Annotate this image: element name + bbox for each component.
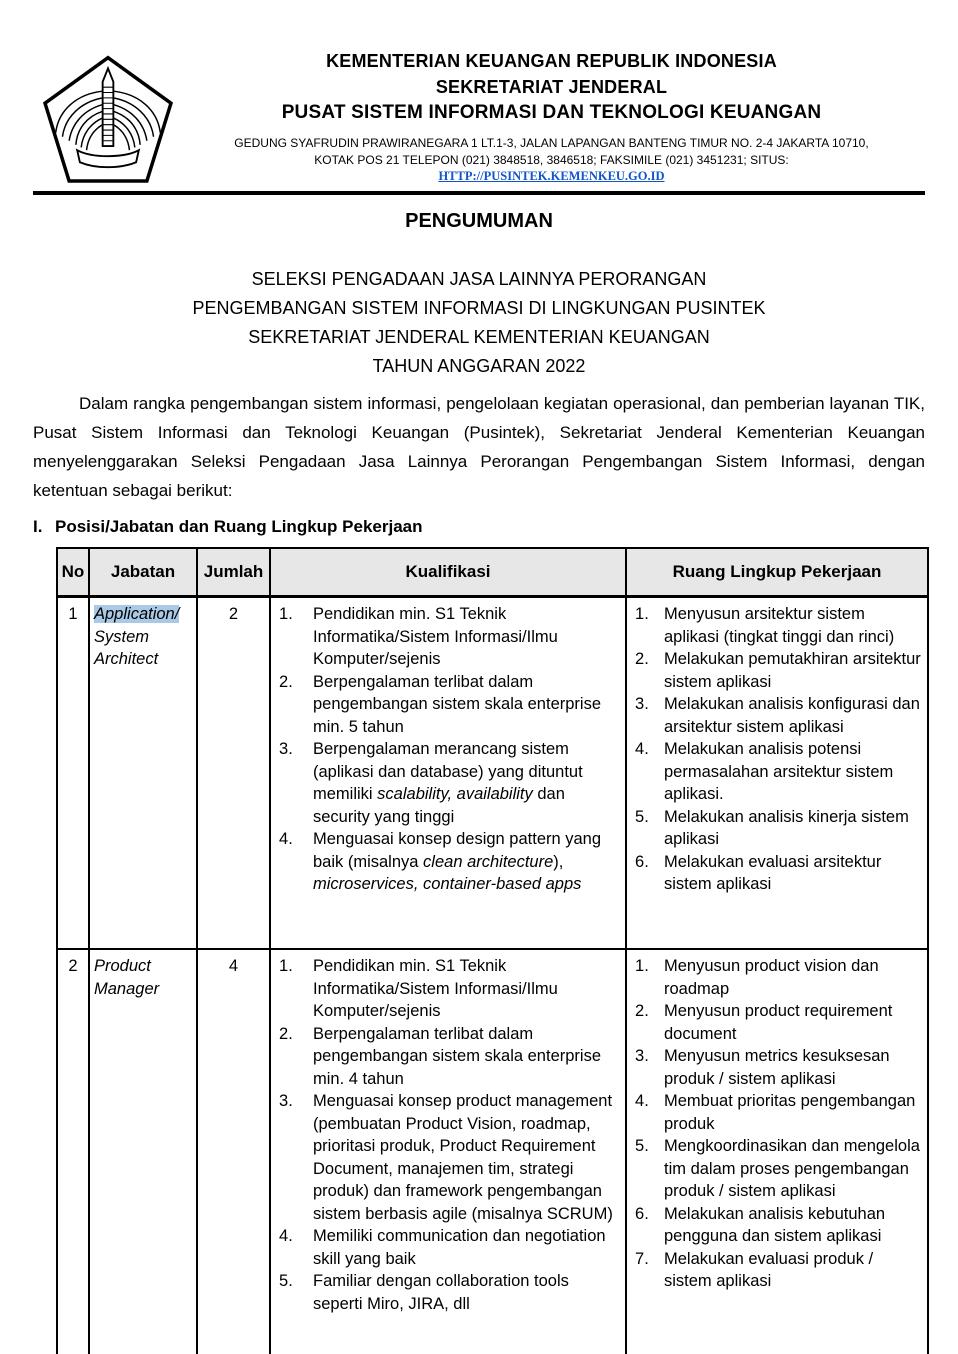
cell-kualifikasi xyxy=(270,949,626,1354)
title-line: TAHUN ANGGARAN 2022 xyxy=(372,355,586,376)
header-cell-no: No xyxy=(57,548,89,597)
list-item: Melakukan evaluasi arsitektur sistem aplikasi xyxy=(664,852,882,893)
intro-paragraph: Dalam rangka pengembangan sistem informasi, pengelolaan kegiatan operasional, dan pemberian layanan TIK, Pusat Sistem Informasi dan Teknologi Keuangan (Pusintek), Sekretariat Jenderal Kementerian Keuangan menyelenggarakan Seleksi Pengadaan Jasa Lainnya Perorangan Pengembangan Sistem Informasi, dengan ketentuan sebagai berikut: xyxy=(33,393,925,500)
list-item: Menyusun product vision dan roadmap xyxy=(664,957,879,998)
header-cell-kualifikasi: Kualifikasi xyxy=(270,548,626,597)
list-item: Menyusun arsitektur sistem aplikasi (tingkat tinggi dan rinci) xyxy=(664,605,895,646)
header-cell-jabatan: Jabatan xyxy=(89,548,197,597)
secretariat-name: SEKRETARIAT JENDERAL xyxy=(435,77,668,97)
announcement-title xyxy=(0,265,958,381)
letterhead xyxy=(33,0,925,185)
list-item: Melakukan evaluasi produk / sistem aplikasi xyxy=(664,1249,874,1290)
website-link[interactable]: HTTP://PUSINTEK.KEMENKEU.GO.ID xyxy=(438,169,665,183)
list-item: Pendidikan min. S1 Teknik Informatika/Sistem Informasi/Ilmu Komputer/sejenis xyxy=(313,957,558,1020)
list-item: Melakukan pemutakhiran arsitektur sistem aplikasi xyxy=(664,650,921,691)
kemenkeu-logo-icon xyxy=(41,54,175,190)
highlighted-text: Application/ xyxy=(94,605,180,623)
office-name: PUSAT SISTEM INFORMASI DAN TEKNOLOGI KEUANGAN xyxy=(281,102,822,123)
section-number: I. xyxy=(33,516,43,536)
cell-jabatan: Application/ System Architect xyxy=(89,597,197,950)
cell-ruang-lingkup xyxy=(626,597,928,950)
letterhead-divider xyxy=(33,191,925,195)
table-header-row xyxy=(57,548,928,597)
list-item: Berpengalaman terlibat dalam pengembangan sistem skala enterprise min. 5 tahun xyxy=(313,672,602,736)
website-line xyxy=(178,168,925,185)
address-line-1: GEDUNG SYAFRUDIN PRAWIRANEGARA 1 LT.1-3, JALAN LAPANGAN BANTENG TIMUR NO. 2-4 JAKARTA 10710, xyxy=(234,136,869,150)
ruang-lingkup-list xyxy=(633,603,924,896)
list-item: Menyusun product requirement document xyxy=(664,1002,893,1043)
cell-jabatan: Product Manager xyxy=(89,949,197,1354)
section-heading xyxy=(33,516,925,538)
list-item: Menyusun metrics kesuksesan produk / sistem aplikasi xyxy=(664,1047,890,1088)
kualifikasi-list xyxy=(277,603,621,896)
list-item: Menguasai konsep design pattern yang baik (misalnya clean architecture), microservices, container-based apps xyxy=(313,830,602,893)
cell-jumlah: 2 xyxy=(197,597,270,950)
announcement-heading: PENGUMUMAN xyxy=(405,209,553,232)
cell-jumlah: 4 xyxy=(197,949,270,1354)
list-item: Berpengalaman terlibat dalam pengembangan sistem skala enterprise min. 4 tahun xyxy=(313,1024,602,1088)
cell-ruang-lingkup xyxy=(626,949,928,1354)
cell-kualifikasi xyxy=(270,597,626,950)
list-item: Melakukan analisis potensi permasalahan arsitektur sistem aplikasi. xyxy=(664,740,894,803)
ruang-lingkup-list xyxy=(633,955,924,1293)
list-item: Pendidikan min. S1 Teknik Informatika/Sistem Informasi/Ilmu Komputer/sejenis xyxy=(313,605,558,668)
list-item: Membuat prioritas pengembangan produk xyxy=(664,1092,916,1133)
list-item: Melakukan analisis kinerja sistem aplikasi xyxy=(664,807,909,848)
list-item: Mengkoordinasikan dan mengelola tim dalam proses pengembangan produk / sistem aplikasi xyxy=(664,1137,920,1200)
list-item: Memiliki communication dan negotiation skill yang baik xyxy=(313,1227,606,1268)
list-item: Familiar dengan collaboration tools seperti Miro, JIRA, dll xyxy=(313,1272,569,1313)
list-item: Melakukan analisis kebutuhan pengguna dan sistem aplikasi xyxy=(664,1204,886,1245)
section-title: Posisi/Jabatan dan Ruang Lingkup Pekerjaan xyxy=(55,516,423,536)
office-address xyxy=(178,135,925,185)
letterhead-text xyxy=(178,48,925,185)
header-cell-ruang-lingkup: Ruang Lingkup Pekerjaan xyxy=(626,548,928,597)
list-item: Melakukan analisis konfigurasi dan arsitektur sistem aplikasi xyxy=(664,695,920,736)
list-item: Menguasai konsep product management (pembuatan Product Vision, roadmap, prioritasi produk, Product Requirement Document, manajemen tim, strategi produk) dan framework pengembangan sistem berbasis agile (misalnya SCRUM) xyxy=(313,1092,613,1223)
cell-no: 2 xyxy=(57,949,89,1354)
list-item: Berpengalaman merancang sistem (aplikasi dan database) yang dituntut memiliki scalability, availability dan security yang tinggi xyxy=(313,740,583,826)
title-line: SEKRETARIAT JENDERAL KEMENTERIAN KEUANGAN xyxy=(248,326,710,347)
ministry-name: KEMENTERIAN KEUANGAN REPUBLIK INDONESIA xyxy=(326,51,777,71)
table-row xyxy=(57,597,928,950)
title-line: SELEKSI PENGADAAN JASA LAINNYA PERORANGAN xyxy=(251,268,707,289)
title-line: PENGEMBANGAN SISTEM INFORMASI DI LINGKUNGAN PUSINTEK xyxy=(192,297,766,318)
cell-no: 1 xyxy=(57,597,89,950)
address-line-2: KOTAK POS 21 TELEPON (021) 3848518, 3846518; FAKSIMILE (021) 3451231; SITUS: xyxy=(314,152,789,167)
table-row xyxy=(57,949,928,1354)
kualifikasi-list xyxy=(277,955,621,1315)
positions-table xyxy=(56,547,929,1354)
header-cell-jumlah: Jumlah xyxy=(197,548,270,597)
